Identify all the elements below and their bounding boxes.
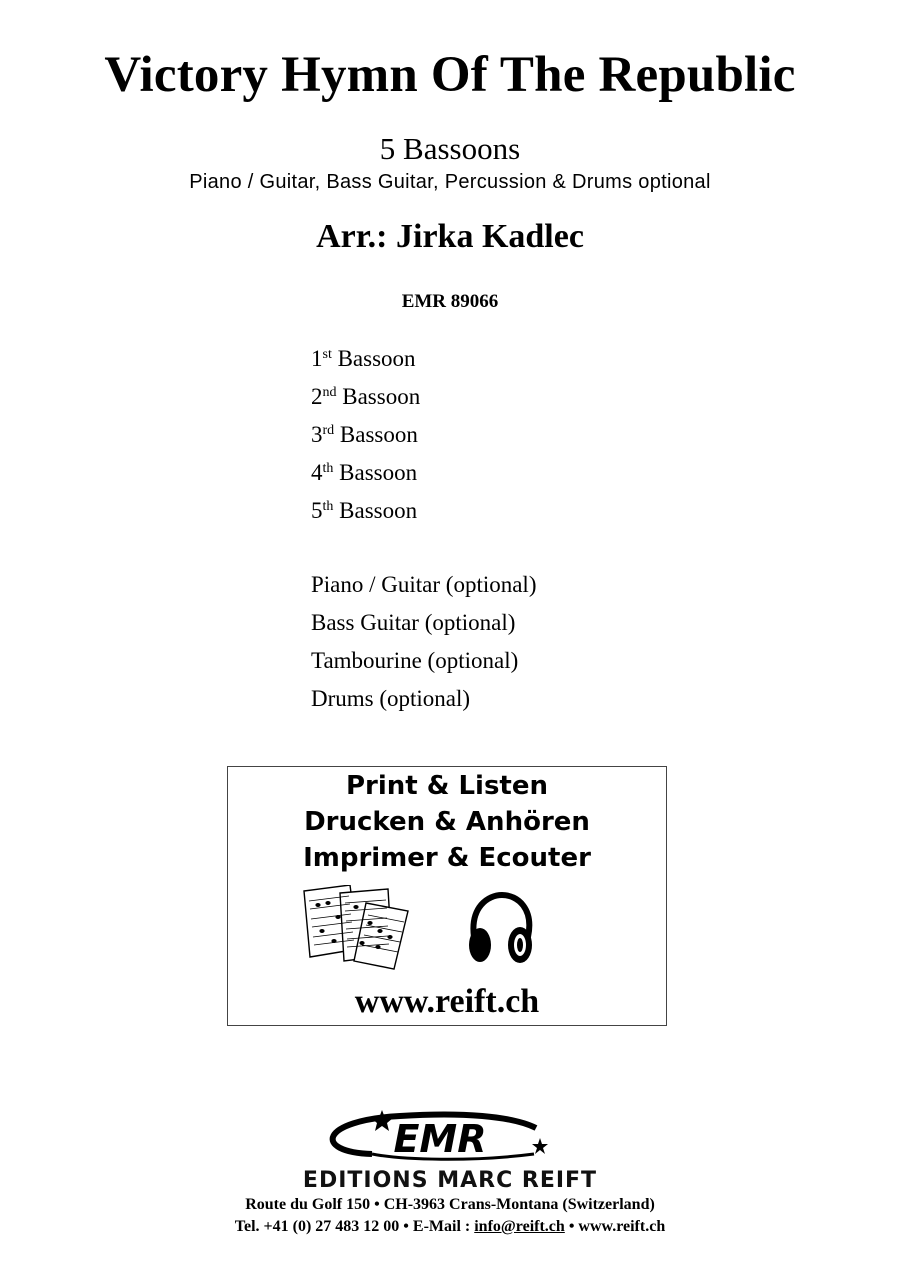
arranger: Arr.: Jirka Kadlec (316, 218, 584, 255)
part-item: 1st Bassoon (311, 346, 416, 371)
emr-logo (312, 1108, 562, 1170)
instrumentation-line: Piano / Guitar, Bass Guitar, Percussion & Drums optional (189, 171, 711, 193)
part-item: 4th Bassoon (311, 460, 418, 485)
promo-line-en: Print & Listen (345, 771, 549, 801)
optional-part-item: Drums (optional) (311, 686, 471, 711)
part-item: 3rd Bassoon (311, 422, 418, 447)
optional-part-item: Bass Guitar (optional) (311, 610, 516, 635)
headphones-icon (466, 891, 536, 967)
page-title: Victory Hymn Of The Republic (104, 47, 796, 103)
part-item: 5th Bassoon (311, 498, 418, 523)
promo-url-link[interactable]: www.reift.ch (354, 983, 540, 1020)
subtitle: 5 Bassoons (379, 131, 521, 166)
part-item: 2nd Bassoon (311, 384, 421, 409)
promo-line-fr: Imprimer & Ecouter (303, 843, 591, 873)
publisher-contact: Tel. +41 (0) 27 483 12 00 • E-Mail : info@reift.ch • www.reift.ch (234, 1218, 666, 1235)
svg-text:EMR: EMR (393, 1117, 487, 1161)
email-link[interactable]: info@reift.ch (474, 1218, 565, 1235)
optional-part-item: Piano / Guitar (optional) (311, 572, 537, 597)
website-link[interactable]: • www.reift.ch (564, 1218, 666, 1235)
publisher-name: EDITIONS MARC REIFT (302, 1168, 598, 1193)
promo-line-de: Drucken & Anhören (304, 807, 590, 837)
sheet-music-icon (300, 885, 412, 971)
optional-part-item: Tambourine (optional) (311, 648, 519, 673)
optional-parts-list (311, 566, 537, 718)
print-listen-box (227, 766, 667, 1026)
parts-list (311, 340, 420, 530)
catalog-number: EMR 89066 (401, 291, 499, 312)
publisher-address: Route du Golf 150 • CH-3963 Crans-Montana (Switzerland) (245, 1196, 655, 1213)
